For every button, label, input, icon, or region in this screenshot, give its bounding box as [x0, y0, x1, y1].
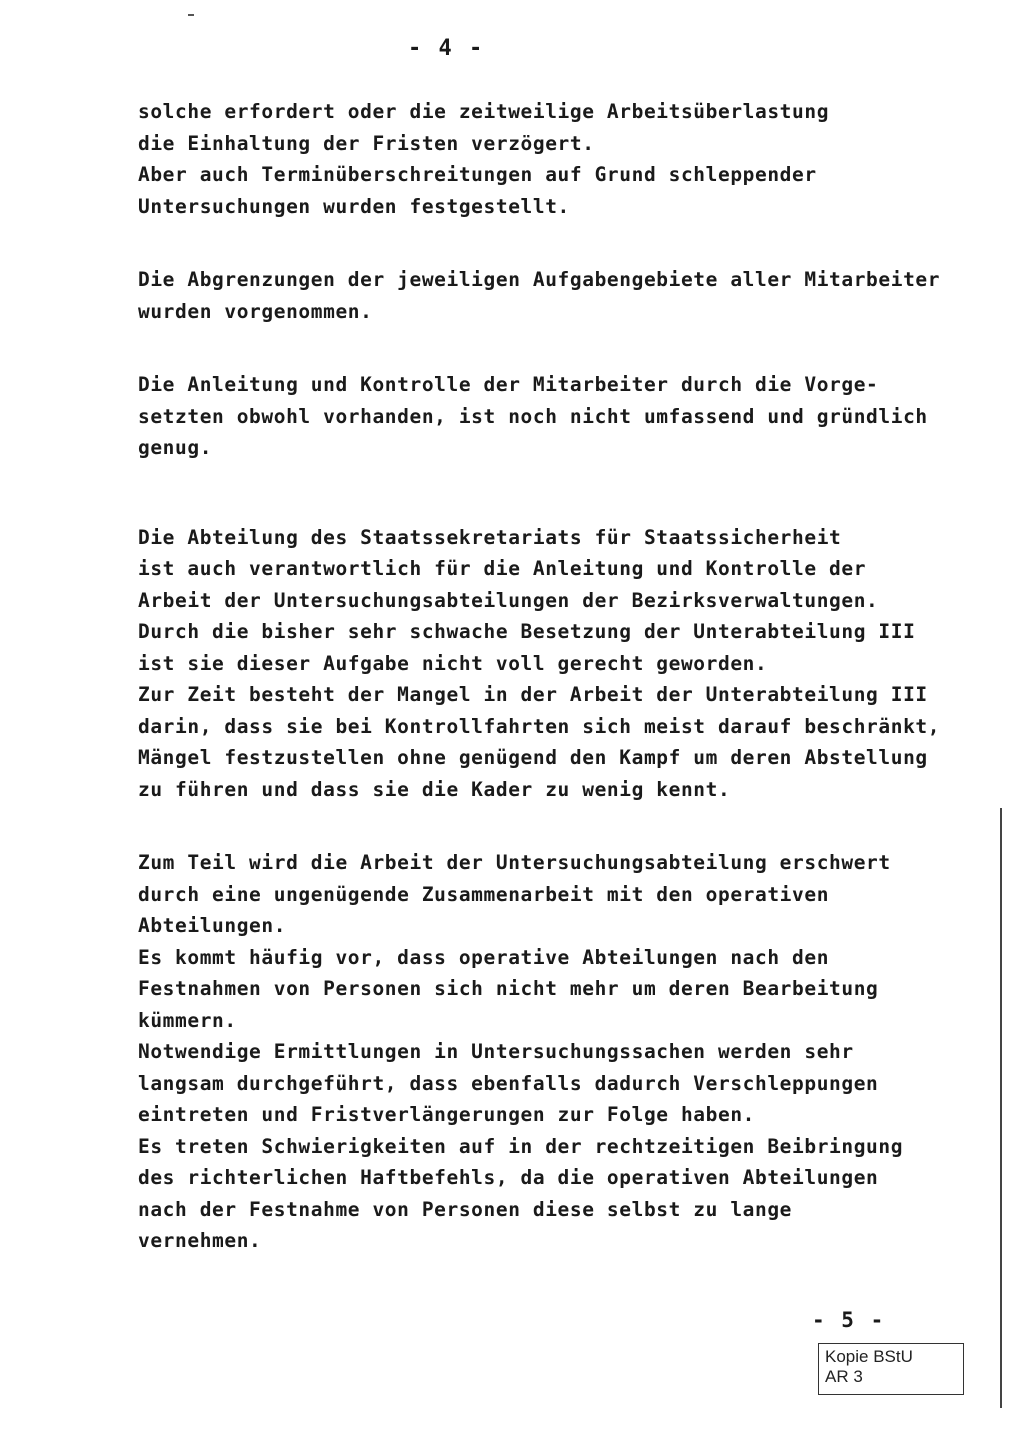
- text-line: Festnahmen von Personen sich nicht mehr um deren Bearbeitung: [138, 977, 879, 1000]
- text-line: Durch die bisher sehr schwache Besetzung der Unterabteilung III: [138, 620, 916, 643]
- stamp-line-2: AR 3: [825, 1367, 863, 1386]
- text-line: Die Anleitung und Kontrolle der Mitarbeiter durch die Vorge-: [138, 373, 879, 396]
- text-line: ist auch verantwortlich für die Anleitung und Kontrolle der: [138, 557, 867, 580]
- text-line: Mängel festzustellen ohne genügend den Kampf um deren Abstellung: [138, 746, 928, 769]
- text-line: Notwendige Ermittlungen in Untersuchungssachen werden sehr: [138, 1040, 854, 1063]
- text-line: Die Abgrenzungen der jeweiligen Aufgabengebiete aller Mitarbeiter: [138, 268, 941, 291]
- paragraph-1: [138, 96, 998, 222]
- text-line: zu führen und dass sie die Kader zu wenig kennt.: [138, 777, 731, 801]
- text-line: Die Abteilung des Staatssekretariats für Staatssicherheit: [138, 525, 842, 549]
- body-text: [138, 96, 998, 1257]
- scan-edge-line: [1000, 808, 1002, 1408]
- text-line: durch eine ungenügende Zusammenarbeit mit den operativen: [138, 882, 830, 906]
- paragraph-3: [138, 369, 998, 464]
- text-line: langsam durchgeführt, dass ebenfalls dadurch Verschleppungen: [138, 1071, 879, 1095]
- text-line: Aber auch Terminüberschreitungen auf Grund schleppender: [138, 163, 817, 186]
- text-line: genug.: [138, 436, 213, 459]
- text-line: Zur Zeit besteht der Mangel in der Arbeit der Unterabteilung III: [138, 683, 928, 706]
- text-line: setzten obwohl vorhanden, ist noch nicht umfassend und gründlich: [138, 404, 928, 428]
- page-number-top: - 4 -: [408, 36, 485, 61]
- text-line: solche erfordert oder die zeitweilige Arbeitsüberlastung: [138, 100, 830, 123]
- paragraph-2: [138, 264, 998, 327]
- text-line: nach der Festnahme von Personen diese selbst zu lange: [138, 1197, 793, 1221]
- stamp-line-1: Kopie BStU: [825, 1347, 913, 1366]
- text-line: Abteilungen.: [138, 914, 287, 937]
- archive-stamp: [818, 1343, 964, 1395]
- text-line: Arbeit der Untersuchungsabteilungen der Bezirksverwaltungen.: [138, 588, 879, 612]
- text-line: die Einhaltung der Fristen verzögert.: [138, 131, 595, 155]
- text-line: ist sie dieser Aufgabe nicht voll gerecht geworden.: [138, 651, 768, 675]
- next-page-marker: - 5 -: [812, 1308, 886, 1332]
- paragraph-5: [138, 847, 998, 1257]
- text-line: Untersuchungen wurden festgestellt.: [138, 194, 570, 218]
- paragraph-4: [138, 522, 998, 806]
- text-line: darin, dass sie bei Kontrollfahrten sich meist darauf beschränkt,: [138, 714, 941, 738]
- text-line: wurden vorgenommen.: [138, 299, 373, 323]
- text-line: vernehmen.: [138, 1229, 262, 1252]
- text-line: Es treten Schwierigkeiten auf in der rechtzeitigen Beibringung: [138, 1134, 904, 1158]
- text-line: Es kommt häufig vor, dass operative Abteilungen nach den: [138, 945, 830, 969]
- text-line: Zum Teil wird die Arbeit der Untersuchungsabteilung erschwert: [138, 851, 891, 874]
- text-line: eintreten und Fristverlängerungen zur Folge haben.: [138, 1103, 755, 1126]
- text-line: des richterlichen Haftbefehls, da die operativen Abteilungen: [138, 1166, 879, 1189]
- text-line: kümmern.: [138, 1008, 237, 1032]
- scan-artifact: [188, 14, 194, 16]
